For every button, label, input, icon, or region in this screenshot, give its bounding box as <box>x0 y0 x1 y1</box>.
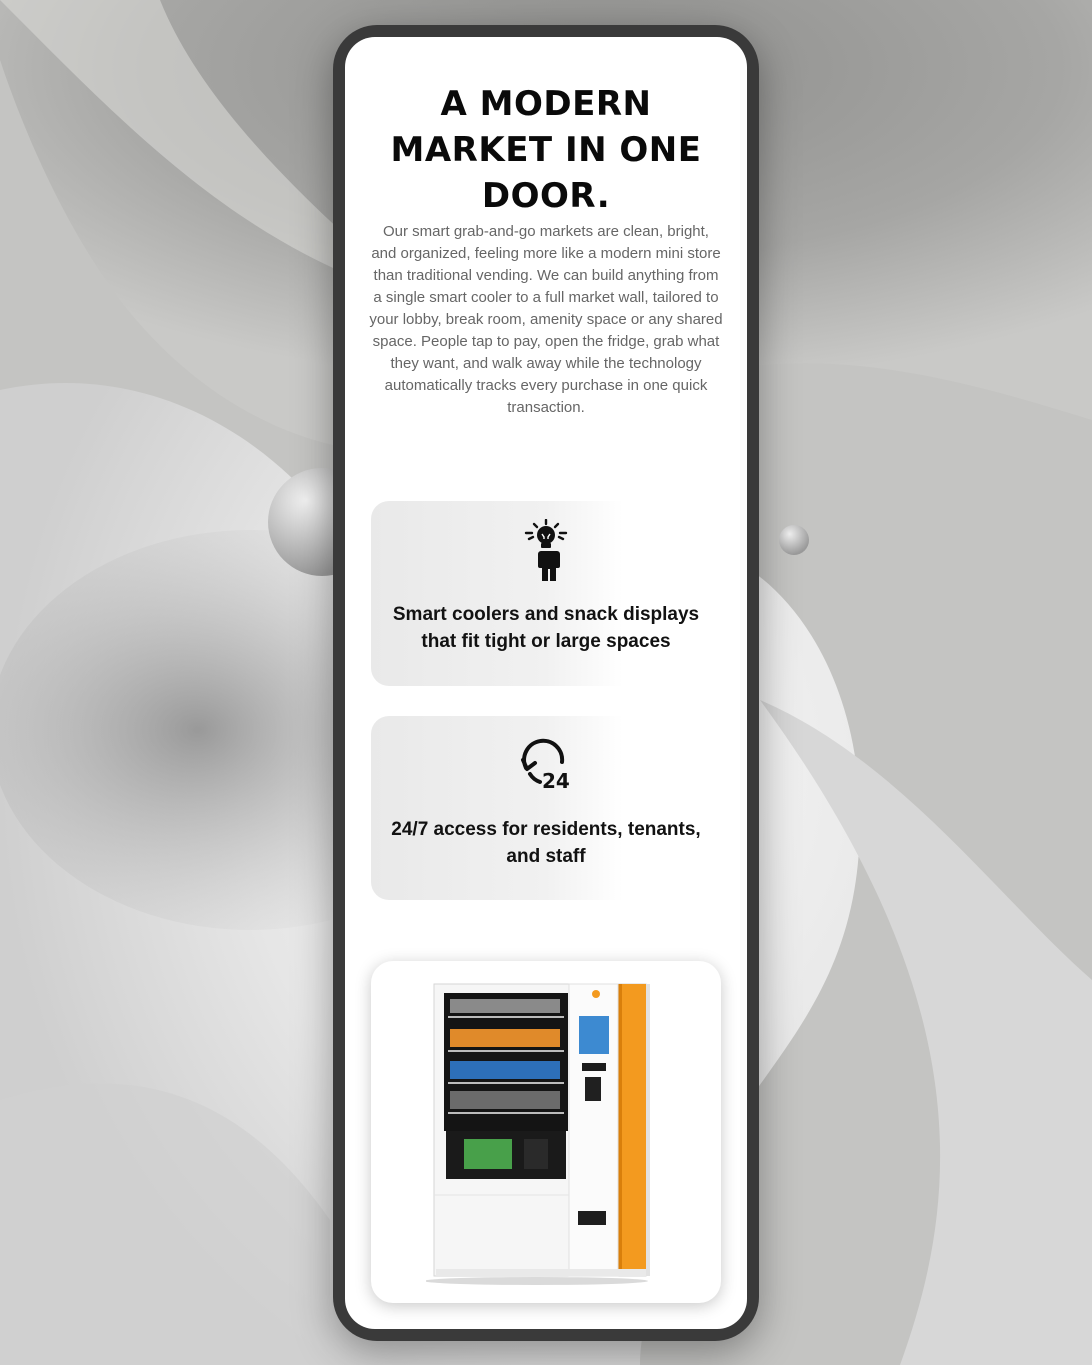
feature-card-smart-coolers <box>371 501 721 686</box>
page-title-line-3: DOOR. <box>481 176 611 216</box>
product-image-card <box>371 961 721 1303</box>
feature-label-smart-coolers: Smart coolers and snack displays that fit tight or large spaces <box>392 604 700 652</box>
page-title-line-1: A MODERN <box>440 84 652 124</box>
clock-24-icon <box>520 734 572 798</box>
phone-frame <box>333 25 759 1341</box>
phone-screen <box>345 37 747 1329</box>
intro-paragraph: Our smart grab-and-go markets are clean, bright, and organized, feeling more like a modern mini store than traditional vending. We can build anything from a single smart cooler to a full market wall, tailored to your lobby, break room, amenity space or any shared space. People tap to pay, open the fridge, grab what they want, and walk away while the technology automatically tracks every purchase in one quick transaction. <box>369 223 723 416</box>
feature-card-24-7-access <box>371 716 721 900</box>
svg-text:24: 24 <box>542 769 570 793</box>
page-title <box>345 81 747 219</box>
vending-machine-image <box>426 981 666 1287</box>
page-title-line-2: MARKET IN ONE <box>390 130 702 170</box>
person-lightbulb-icon <box>520 519 572 583</box>
feature-label-24-7-access: 24/7 access for residents, tenants, and staff <box>391 819 701 867</box>
